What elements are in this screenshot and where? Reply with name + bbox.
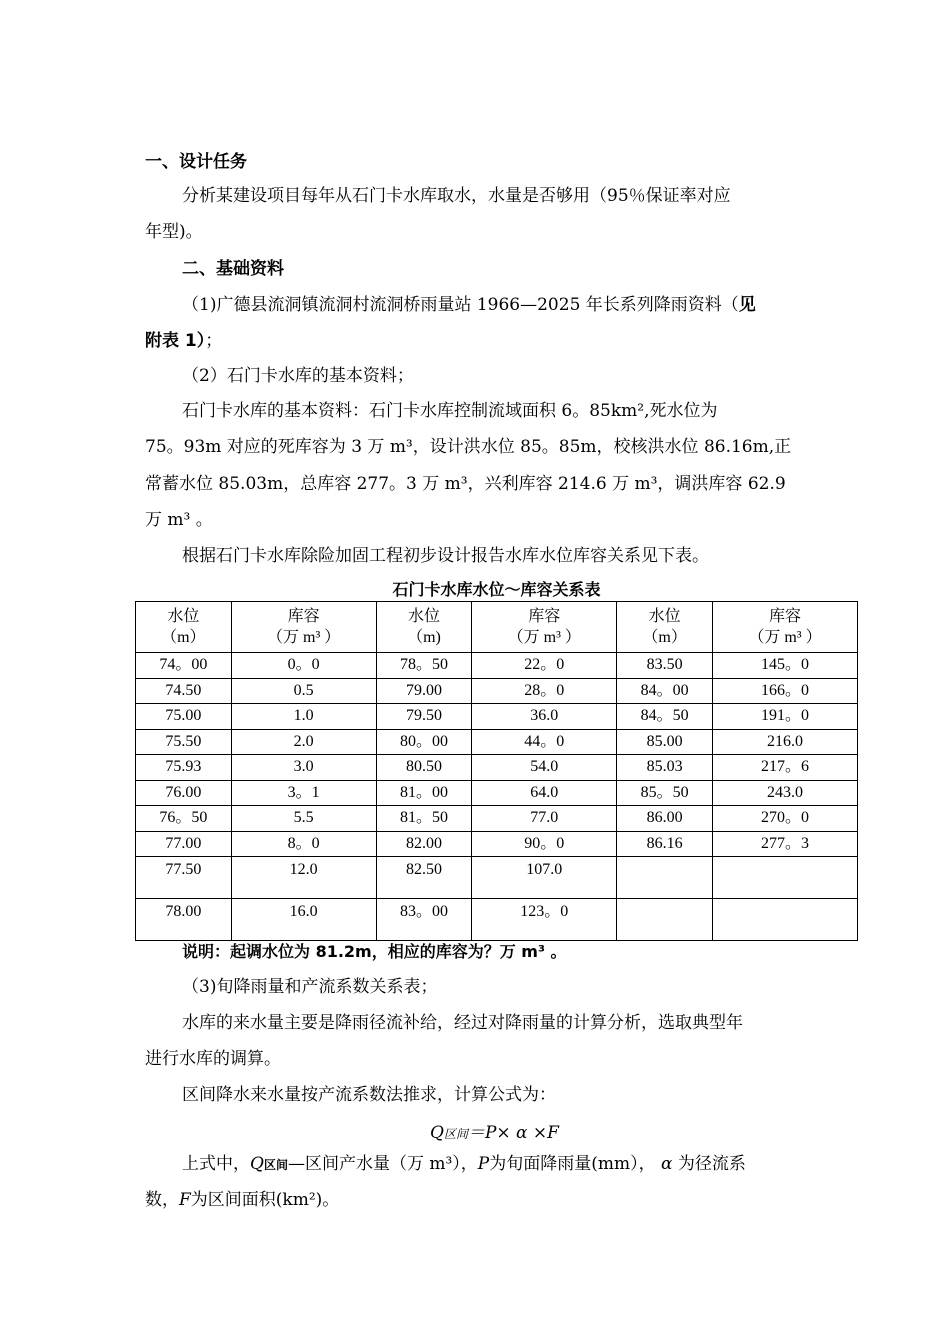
table-cell: 81。50 [376, 806, 472, 832]
table-cell: 84。00 [617, 678, 713, 704]
task-text-line-1: 分析某建设项目每年从石门卡水库取水，水量是否够用（95％保证率对应 [182, 186, 731, 206]
item-1-appendix-ref: 附表 1） [145, 331, 206, 351]
table-cell: 79.50 [376, 704, 472, 730]
table-cell: 36.0 [472, 704, 617, 730]
table-row [136, 857, 858, 899]
table-cell: 22。0 [472, 653, 617, 679]
table-row [136, 831, 858, 857]
table-cell: 75.50 [136, 729, 232, 755]
formula-q: Q [430, 1123, 444, 1143]
explain-line-1 [182, 1154, 746, 1175]
item-1-line-1 [182, 295, 756, 315]
explain-text: —区间产水量（万 m³）， [287, 1154, 478, 1174]
table-row [136, 755, 858, 781]
table-cell: 84。50 [617, 704, 713, 730]
explain-var-alpha: α [655, 1154, 678, 1174]
table-cell: 85。50 [617, 780, 713, 806]
header-cell: 库容 （万 m³ ） [472, 602, 617, 653]
basic-info-line-4: 万 m³ 。 [145, 510, 213, 530]
table-row [136, 806, 858, 832]
runoff-formula [430, 1118, 559, 1143]
table-cell: 28。0 [472, 678, 617, 704]
table-row [136, 653, 858, 679]
table-cell: 74.50 [136, 678, 232, 704]
table-row [136, 729, 858, 755]
table-cell: 81。00 [376, 780, 472, 806]
table-cell: 74。00 [136, 653, 232, 679]
explain-text: 为旬面降雨量(mm）， [489, 1154, 656, 1174]
table-cell: 76.00 [136, 780, 232, 806]
table-cell: 191。0 [712, 704, 857, 730]
explain-var-p: P [477, 1154, 490, 1174]
table-cell: 217。6 [712, 755, 857, 781]
table-cell: 277。3 [712, 831, 857, 857]
explain-var-q: Q [250, 1154, 264, 1174]
table-cell: 123。0 [472, 899, 617, 941]
table-note: 说明：起调水位为 81.2m，相应的库容为？万 m³ 。 [182, 942, 567, 961]
header-cell: 水位 （m) [376, 602, 472, 653]
table-cell: 86.16 [617, 831, 713, 857]
table-cell: 85.03 [617, 755, 713, 781]
explain-text: 为径流系 [677, 1154, 746, 1174]
table-cell: 77.0 [472, 806, 617, 832]
table-cell: 0。0 [231, 653, 376, 679]
explain-line-2 [145, 1190, 339, 1210]
table-cell: 243.0 [712, 780, 857, 806]
table-cell: 12.0 [231, 857, 376, 899]
table-cell: 107.0 [472, 857, 617, 899]
table-row [136, 678, 858, 704]
explain-var-q-subscript: 区间 [263, 1158, 288, 1172]
item-1-text: （1)广德县流洞镇流洞村流洞桥雨量站 1966—2025 年长系列降雨资料（ [182, 295, 739, 315]
item-1-line-2 [145, 331, 222, 351]
table-title: 石门卡水库水位～库容关系表 [392, 580, 601, 599]
table-cell: 77.00 [136, 831, 232, 857]
table-cell: 77.50 [136, 857, 232, 899]
table-cell: 54.0 [472, 755, 617, 781]
table-cell: 3。1 [231, 780, 376, 806]
table-cell: 270。0 [712, 806, 857, 832]
header-cell: 库容 （万 m³ ） [231, 602, 376, 653]
table-cell: 79.00 [376, 678, 472, 704]
table-cell: 64.0 [472, 780, 617, 806]
table-row [136, 704, 858, 730]
table-cell [617, 857, 713, 899]
table-cell: 75.93 [136, 755, 232, 781]
table-cell: 145。0 [712, 653, 857, 679]
header-cell: 水位 （m） [617, 602, 713, 653]
item-1-tail: ； [205, 331, 223, 351]
table-cell: 80。00 [376, 729, 472, 755]
table-cell: 216.0 [712, 729, 857, 755]
explain-var-f: F [179, 1190, 191, 1210]
task-text-line-2: 年型)。 [145, 222, 203, 242]
table-cell [617, 899, 713, 941]
table-header-row [136, 602, 858, 653]
basic-info-line-2: 75。93m 对应的死库容为 3 万 m³，设计洪水位 85。85m，校核洪水位 86.16m,正 [145, 437, 792, 457]
basic-info-line-1: 石门卡水库的基本资料：石门卡水库控制流域面积 6。85km²,死水位为 [182, 401, 718, 421]
table-cell: 78。50 [376, 653, 472, 679]
explain-text: 上式中， [182, 1154, 250, 1174]
table-cell: 75.00 [136, 704, 232, 730]
table-cell: 80.50 [376, 755, 472, 781]
table-cell: 86.00 [617, 806, 713, 832]
table-cell [712, 857, 857, 899]
table-cell: 85.00 [617, 729, 713, 755]
header-cell: 水位 （m） [136, 602, 232, 653]
table-cell: 90。0 [472, 831, 617, 857]
table-row [136, 899, 858, 941]
table-row [136, 780, 858, 806]
table-cell: 2.0 [231, 729, 376, 755]
table-cell: 83.50 [617, 653, 713, 679]
section-heading-design-task: 一、设计任务 [145, 152, 247, 172]
table-cell: 8。0 [231, 831, 376, 857]
formula-intro: 区间降水来水量按产流系数法推求，计算公式为： [182, 1085, 556, 1105]
formula-rest: ＝P× α ×F [467, 1123, 559, 1143]
table-cell: 82.00 [376, 831, 472, 857]
table-cell: 3.0 [231, 755, 376, 781]
table-cell: 82.50 [376, 857, 472, 899]
table-cell [712, 899, 857, 941]
formula-q-subscript: 区间 [443, 1127, 468, 1141]
water-level-capacity-table [135, 601, 858, 941]
table-cell: 78.00 [136, 899, 232, 941]
table-cell: 0.5 [231, 678, 376, 704]
header-cell: 库容 （万 m³ ） [712, 602, 857, 653]
item-1-bold: 见 [738, 295, 756, 315]
table-cell: 83。00 [376, 899, 472, 941]
runoff-text-line-1: 水库的来水量主要是降雨径流补给，经过对降雨量的计算分析，选取典型年 [182, 1013, 743, 1033]
table-intro: 根据石门卡水库除险加固工程初步设计报告水库水位库容关系见下表。 [182, 546, 709, 566]
table-cell: 5.5 [231, 806, 376, 832]
item-2: （2）石门卡水库的基本资料； [182, 366, 414, 386]
item-3: （3)旬降雨量和产流系数关系表； [182, 977, 438, 997]
table-cell: 1.0 [231, 704, 376, 730]
table-cell: 44。0 [472, 729, 617, 755]
explain-text: 为区间面积(km²)。 [190, 1190, 340, 1210]
table-cell: 76。50 [136, 806, 232, 832]
table-cell: 16.0 [231, 899, 376, 941]
table-cell: 166。0 [712, 678, 857, 704]
explain-text: 数， [145, 1190, 179, 1210]
section-heading-basic-data: 二、基础资料 [182, 259, 284, 279]
runoff-text-line-2: 进行水库的调算。 [145, 1049, 281, 1069]
basic-info-line-3: 常蓄水位 85.03m，总库容 277。3 万 m³，兴利库容 214.6 万 m³，调洪库容 62.9 [145, 474, 786, 494]
